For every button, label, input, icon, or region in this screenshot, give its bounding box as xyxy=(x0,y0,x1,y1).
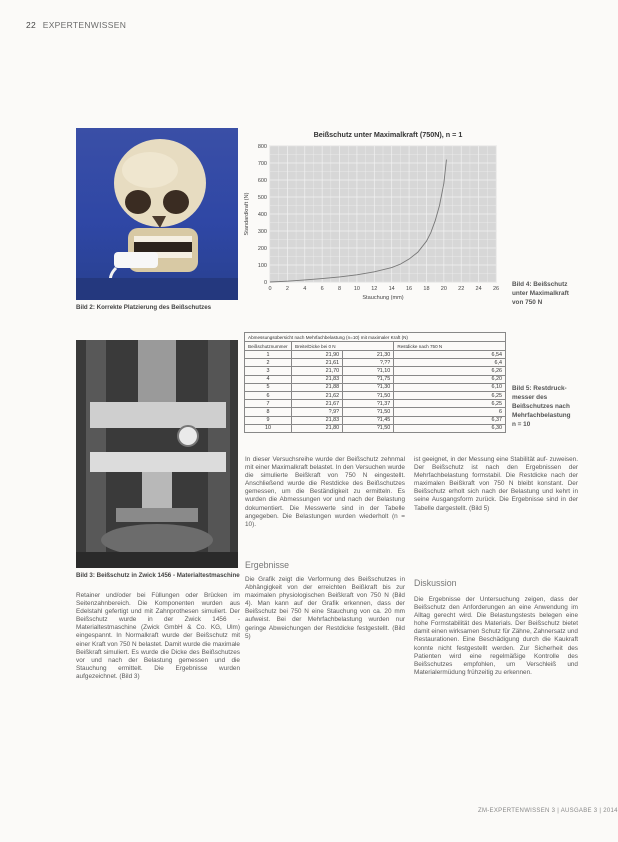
table-cell: ?,?? xyxy=(343,359,394,367)
skull-photo xyxy=(76,128,238,300)
figure2-caption: Bild 2: Korrekte Platzierung des Beißschutzes xyxy=(76,304,212,311)
page-footer: ZM-EXPERTENWISSEN 3 | AUSGABE 3 | 2014 xyxy=(478,808,618,814)
table-cell: 21,67 xyxy=(292,400,343,408)
table-cell: 10 xyxy=(245,424,292,432)
figure5-caption-line: messer des xyxy=(512,394,548,401)
measurement-table xyxy=(244,332,506,433)
table-cell: 21,88 xyxy=(292,383,343,391)
table-cell: 21,80 xyxy=(292,424,343,432)
figure4-caption-line: von 750 N xyxy=(512,299,543,306)
y-tick-label: 0 xyxy=(263,280,267,286)
col3-paragraph: ist geeignet, in der Messung eine Stabilität auf- zuweisen. Der Beißschutz ist nach den Ergebnissen der Mehrfachbelastung formstabil. Die Restdicke nach der maximalen Beißkraft von 750 N bleibt konstant. Der Beißschutz erholt sich nach der Belastung und kehrt in seine Ausgangsform zurück. Die Ergebnisse sind in der Tabelle dargestellt. (Bild 5) xyxy=(414,456,578,512)
figure5-caption-line: Beißschutzes nach xyxy=(512,403,570,410)
table-cell: 8 xyxy=(245,408,292,416)
table-cell: 21,83 xyxy=(292,416,343,424)
table-row xyxy=(245,351,506,359)
table-cell: ?1,50 xyxy=(343,408,394,416)
table-cell: 21,61 xyxy=(292,359,343,367)
x-tick-label: 26 xyxy=(492,286,500,292)
y-tick-label: 100 xyxy=(257,263,267,269)
figure5-caption-line: Mehrfachbelastung xyxy=(512,412,571,419)
y-tick-label: 700 xyxy=(257,161,267,167)
table-cell: 21,62 xyxy=(292,391,343,399)
table-cell: ?1,50 xyxy=(343,391,394,399)
table-cell: 21,30 xyxy=(343,351,394,359)
table-cell: ?,9? xyxy=(292,408,343,416)
table-cell: ?1,37 xyxy=(343,400,394,408)
x-axis-label: Stauchung (mm) xyxy=(362,295,404,301)
y-tick-label: 600 xyxy=(257,178,267,184)
x-tick-label: 8 xyxy=(338,286,342,292)
table-title: Abmessungsübersicht nach Mehrfachbelastung (n=10) mit maximaler Kraft (N) xyxy=(245,333,506,342)
table-cell: 6,54 xyxy=(394,351,506,359)
table-cell: 9 xyxy=(245,416,292,424)
test-machine-photo xyxy=(76,340,238,568)
figure5-caption-line: Bild 5: Restdruck- xyxy=(512,385,567,392)
y-axis-label: Standardkraft (N) xyxy=(244,192,250,236)
table-cell: 3 xyxy=(245,367,292,375)
table-cell: 6,25 xyxy=(394,400,506,408)
x-tick-label: 0 xyxy=(268,286,272,292)
section-title: EXPERTENWISSEN xyxy=(42,20,127,30)
figure3-caption: Bild 3: Beißschutz in Zwick 1456 - Materialtestmaschine xyxy=(76,572,240,579)
table-cell: 4 xyxy=(245,375,292,383)
table-col-header: Beißschutznummer xyxy=(245,342,292,351)
force-chart xyxy=(240,140,510,312)
table-title-row xyxy=(245,333,506,342)
x-tick-label: 2 xyxy=(285,286,289,292)
table-col-header: Restdicke nach 750 N xyxy=(394,342,506,351)
figure4-caption-line: Bild 4: Beißschutz xyxy=(512,281,568,288)
col2-paragraph: In dieser Versuchsreihe wurde der Beißschutz zehnmal mit einer Maximalkraft belastet. In den Versuchen wurde die simulierte Beißkraft von 750 N eingestellt. Anschließend wurde die Restdicke des Beißschutzes gemessen, um die Beständigkeit zu ermitteln. Es wurden die Abmessungen vor und nach der Belastung dokumentiert. Die Messwerte sind in der Tabelle angegeben. Die Belastungen wurden wiederholt (n = 10). xyxy=(245,456,405,528)
discussion-heading: Diskussion xyxy=(414,578,457,588)
table-row xyxy=(245,367,506,375)
table-cell: 7 xyxy=(245,400,292,408)
table-cell: 6,20 xyxy=(394,375,506,383)
table-row xyxy=(245,383,506,391)
x-tick-label: 24 xyxy=(475,286,482,292)
discussion-paragraph: Die Ergebnisse der Untersuchung zeigen, dass der Beißschutz den Anforderungen an eine Anwendung im Alltag gerecht wird. Die Belastungstests belegen eine hohe Formstabilität des Materials. Der Beißschutz bietet damit einen wirksamen Schutz für Zähne, Zahnersatz und Restaurationen. Eine Beschädigung durch die Kaukraft konnte nicht festgestellt werden. Zur Sicherheit des Patienten wird eine regelmäßige Kontrolle des Beißschutzes empfohlen, um Verschleiß und Materialermüdung frühzeitig zu erkennen. xyxy=(414,596,578,676)
table-row xyxy=(245,416,506,424)
table-cell: 6,30 xyxy=(394,424,506,432)
y-tick-label: 800 xyxy=(257,144,267,150)
table-row xyxy=(245,359,506,367)
table-col-header: Breite/Dicke bei 0 N xyxy=(292,342,394,351)
x-tick-label: 16 xyxy=(406,286,413,292)
figure4-caption xyxy=(512,280,569,307)
table-cell: 5 xyxy=(245,383,292,391)
x-tick-label: 18 xyxy=(423,286,430,292)
table-cell: 6 xyxy=(245,391,292,399)
x-tick-label: 20 xyxy=(440,286,447,292)
y-tick-label: 500 xyxy=(257,195,267,201)
x-tick-label: 10 xyxy=(353,286,360,292)
table-cell: ?1,30 xyxy=(343,383,394,391)
table-cell: ?1,50 xyxy=(343,424,394,432)
figure4-caption-line: unter Maximalkraft xyxy=(512,290,569,297)
table-cell: 21,70 xyxy=(292,367,343,375)
chart-title: Beißschutz unter Maximalkraft (750N), n = 1 xyxy=(313,130,463,139)
y-tick-label: 300 xyxy=(257,229,267,235)
x-tick-label: 22 xyxy=(458,286,465,292)
table-cell: ?1,45 xyxy=(343,416,394,424)
x-tick-label: 12 xyxy=(371,286,378,292)
x-tick-label: 4 xyxy=(303,286,307,292)
table-cell: 21,90 xyxy=(292,351,343,359)
table-cell: 1 xyxy=(245,351,292,359)
page-number: 22 xyxy=(26,20,37,30)
table-cell: ?1,75 xyxy=(343,375,394,383)
y-tick-label: 200 xyxy=(257,246,267,252)
table-cell: 6,10 xyxy=(394,383,506,391)
table-cell: 6 xyxy=(394,408,506,416)
table-row xyxy=(245,408,506,416)
table-cell: 21,83 xyxy=(292,375,343,383)
x-tick-label: 14 xyxy=(388,286,395,292)
table-cell: 6,25 xyxy=(394,391,506,399)
table-cell: ?1,10 xyxy=(343,367,394,375)
table-row xyxy=(245,400,506,408)
figure5-caption-line: n = 10 xyxy=(512,421,531,428)
results-heading: Ergebnisse xyxy=(245,560,290,570)
table-cell: 6,26 xyxy=(394,367,506,375)
table-row xyxy=(245,375,506,383)
col1-paragraph: Retainer und/oder bei Füllungen oder Brücken im Seitenzahnbereich. Die Komponenten wurden aus Edelstahl gefertigt und mit Zahnprothesen simuliert. Der Beißschutz wurde in der Zwick 1456 - Materialtestmaschine (Zwick GmbH & Co. KG, Ulm) eingespannt. In Normalkraft wurde der Beißschutz mit einer Kraft von 750 N belastet. Damit wurde die maximale Beißkraft simuliert. Es wurde die Dicke des Beißschutzes vor und nach der Belastung gemessen und die Stauchung ermittelt. Die Ergebnisse wurden aufgezeichnet. (Bild 3) xyxy=(76,592,240,680)
table-cell: 6,4 xyxy=(394,359,506,367)
table-header-row xyxy=(245,342,506,351)
table-cell: 2 xyxy=(245,359,292,367)
page-header xyxy=(26,20,126,30)
table-cell: 6,37 xyxy=(394,416,506,424)
table-row xyxy=(245,391,506,399)
figure5-caption xyxy=(512,384,571,429)
x-tick-label: 6 xyxy=(320,286,324,292)
results-paragraph: Die Grafik zeigt die Verformung des Beißschutzes in Abhängigkeit von der erreichten Beißkraft bis zur maximalen physiologischen Beißkraft von 750 N (Bild 4). Man kann auf der Grafik erkennen, dass der Beißschutz bei 750 N eine Stauchung von ca. 20 mm aufweist. Bei der Mehrfachbelastung wurden nur geringe Abweichungen der Restdicke festgestellt. (Bild 5) xyxy=(245,576,405,640)
y-tick-label: 400 xyxy=(257,212,267,218)
table-row xyxy=(245,424,506,432)
